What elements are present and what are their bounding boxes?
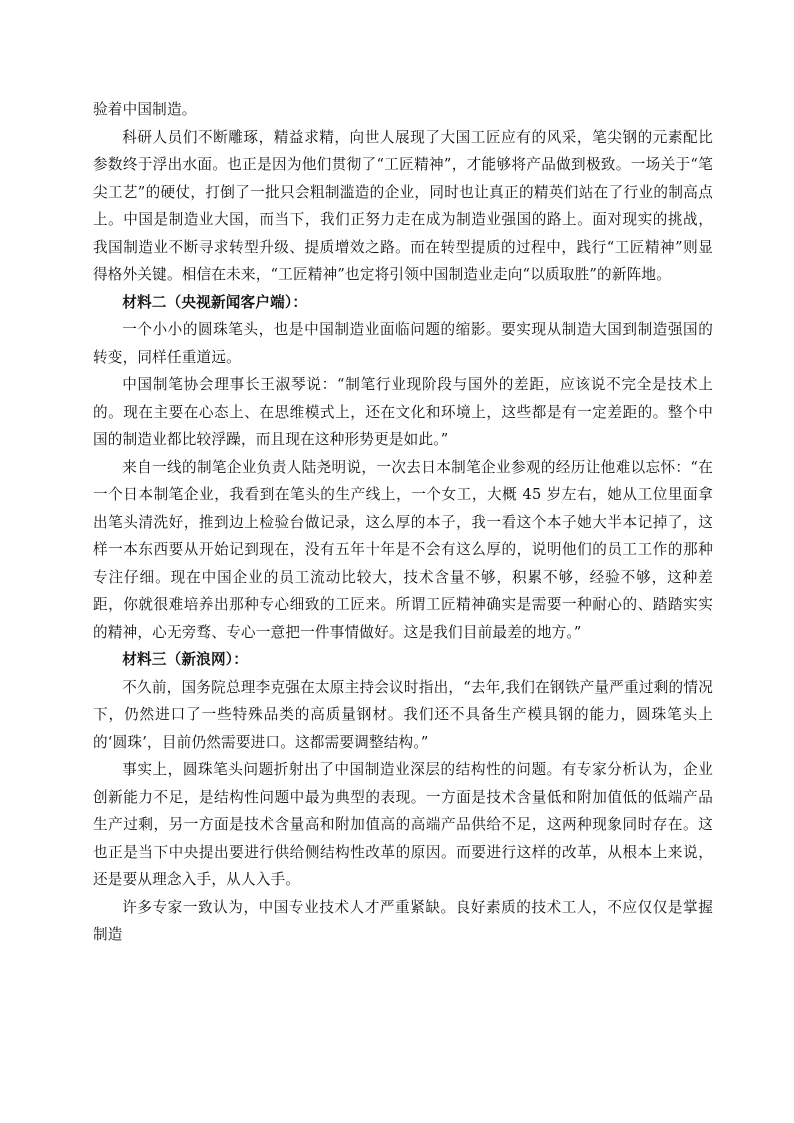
paragraph-wang-shuqin-quote: 中国制笔协会理事长王淑琴说：“制笔行业现阶段与国外的差距，应该说不完全是技术上的。现在主要在心态上、在思维模式上，还在文化和环境上，这些都是有一定差距的。整个中国的制造业都比较浮躁，而且现在这种形势更是如此。” xyxy=(93,376,713,448)
paragraph-pen-tip-epitome: 一个小小的圆珠笔头，也是中国制造业面临问题的缩影。要实现从制造大国到制造强国的转变，同样任重道远。 xyxy=(93,321,713,366)
paragraph-structural-problem: 事实上，圆珠笔头问题折射出了中国制造业深层的结构性的问题。有专家分析认为，企业创新能力不足，是结构性问题中最为典型的表现。一方面是技术含量低和附加值低的低端产品生产过剩，另一方面是技术含量高和附加值高的高端产品供给不足，这两种现象同时存在。这也正是当下中央提出要进行供给侧结构性改革的原因。而要进行这样的改革，从根本上来说，还是要从理念入手，从人入手。 xyxy=(93,761,713,888)
paragraph-premier-quote: 不久前，国务院总理李克强在太原主持会议时指出，“去年,我们在钢铁产量严重过剩的情况下，仍然进口了一些特殊品类的高质量钢材。我们还不具备生产模具钢的能力，圆珠笔头上的‘圆珠’，目前仍然需要进口。这都需要调整结构。” xyxy=(93,678,713,751)
section-heading-material-two: 材料二（央视新闻客户端）： xyxy=(122,293,308,311)
paragraph-lu-yaoming-quote: 来自一线的制笔企业负责人陆尧明说，一次去日本制笔企业参观的经历让他难以忘怀：“在一个日本制笔企业，我看到在笔头的生产线上，一个女工，大概 45 岁左右，她从工位里面拿出笔头清洗好，推到边上检验台做记录，这么厚的本子，我一看这个本子她大半本记掉了，这样一本东西要从开始记到现在，没有五年十年是不会有这么厚的，说明他们的员工工作的那种专注仔细。现在中国企业的员工流动比较大，技术含量不够，积累不够，经验不够，这种差距，你就很难培养出那种专心细致的工匠来。所谓工匠精神确实是需要一种耐心的、踏踏实实的精神，心无旁骛、专心一意把一件事情做好。这是我们目前最差的地方。” xyxy=(93,458,713,641)
paragraph-continuation: 验着中国制造。 xyxy=(93,101,197,118)
paragraph-talent-shortage: 许多专家一致认为，中国专业技术人才严重紧缺。良好素质的技术工人，不应仅仅是掌握制造 xyxy=(93,898,713,943)
section-heading-material-three: 材料三（新浪网）： xyxy=(122,651,249,668)
paragraph-craftsman-spirit: 科研人员们不断雕琢，精益求精，向世人展现了大国工匠应有的风采，笔尖钢的元素配比参数终于浮出水面。也正是因为他们贯彻了“工匠精神”，才能够将产品做到极致。一场关于“笔尖工艺”的硬仗，打倒了一批只会粗制滥造的企业，同时也让真正的精英们站在了行业的制高点上。中国是制造业大国，而当下，我们正努力走在成为制造业强国的路上。面对现实的挑战，我国制造业不断寻求转型升级、提质增效之路。而在转型提质的过程中，践行“工匠精神”则显得格外关键。相信在未来，“工匠精神”也定将引领中国制造业走向“以质取胜”的新阵地。 xyxy=(93,128,713,283)
document-page xyxy=(93,96,713,949)
